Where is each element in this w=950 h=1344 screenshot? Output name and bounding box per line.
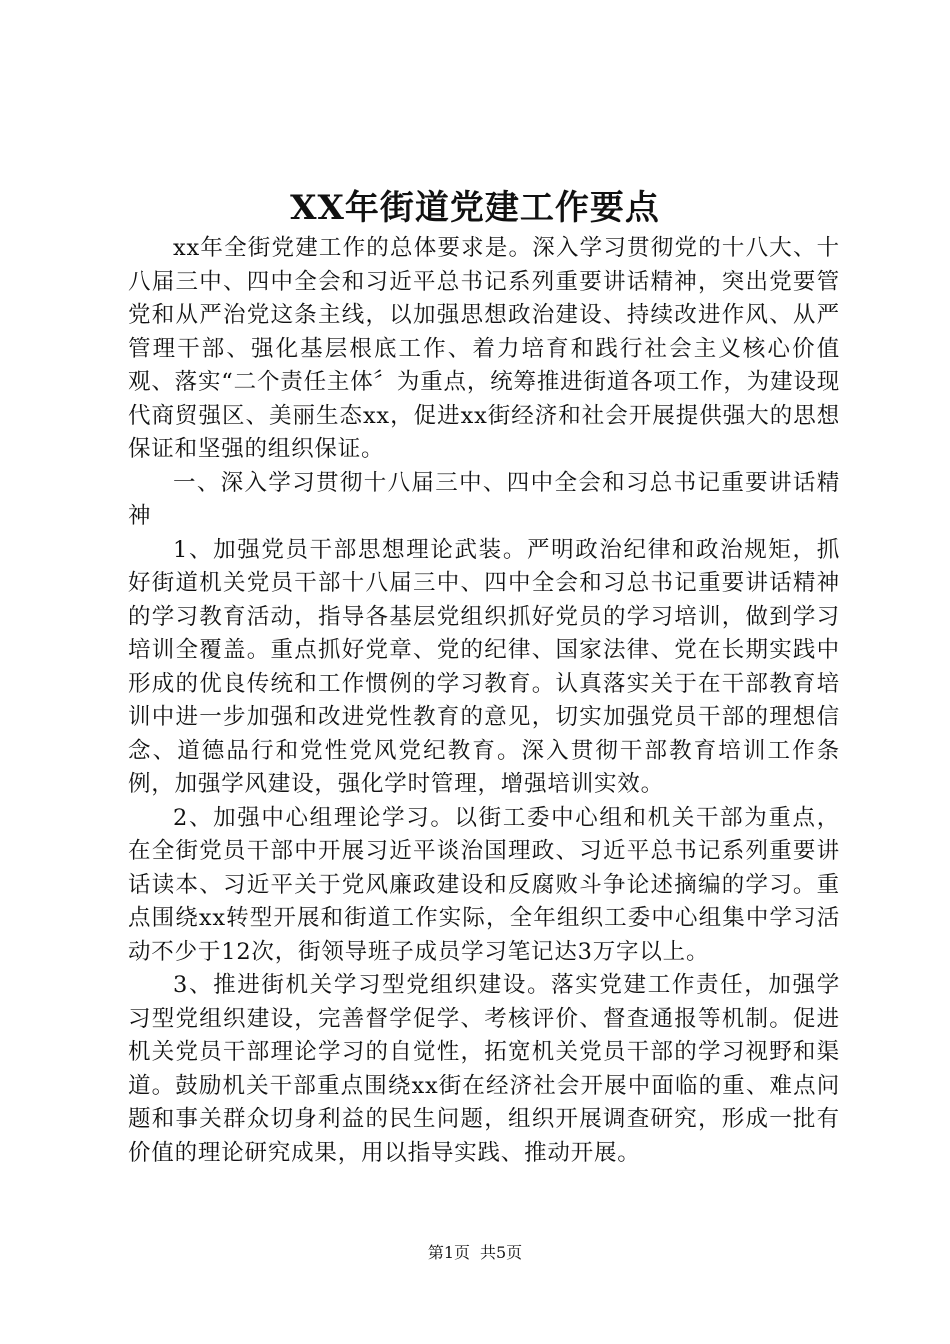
paragraph-overview: xx年全街党建工作的总体要求是。深入学习贯彻党的十八大、十八届三中、四中全会和习近平总书记系列重要讲话精神，突出党要管党和从严治党这条主线，以加强思想政治建设、持续改进作风、从严管理干部、强化基层根底工作、着力培育和践行社会主义核心价值观、落实“二个责任主体〞为重点，统筹推进街道各项工作，为建设现代商贸强区、美丽生态xx，促进xx街经济和社会开展提供强大的思想保证和坚强的组织保证。 [128, 235, 840, 462]
section-heading-1: 一、深入学习贯彻十八届三中、四中全会和习总书记重要讲话精神 [128, 469, 840, 529]
page-footer [0, 1242, 950, 1264]
paragraph-item-2: 2、加强中心组理论学习。以街工委中心组和机关干部为重点，在全街党员干部中开展习近平谈治国理政、习近平总书记系列重要讲话读本、习近平关于党风廉政建设和反腐败斗争论述摘编的学习。重点围绕xx转型开展和街道工作实际，全年组织工委中心组集中学习活动不少于12次，街领导班子成员学习笔记达3万字以上。 [128, 804, 840, 965]
document-title: XX年街道党建工作要点 [290, 188, 660, 228]
paragraph-item-1: 1、加强党员干部思想理论武装。严明政治纪律和政治规矩，抓好街道机关党员干部十八届三中、四中全会和习总书记重要讲话精神的学习教育活动，指导各基层党组织抓好党员的学习培训，做到学习培训全覆盖。重点抓好党章、党的纪律、国家法律、党在长期实践中形成的优良传统和工作惯例的学习教育。认真落实关于在干部教育培训中进一步加强和改进党性教育的意见，切实加强党员干部的理想信念、道德品行和党性党风党纪教育。深入贯彻干部教育培训工作条例，加强学风建设，强化学时管理，增强培训实效。 [128, 536, 840, 797]
document-body [128, 232, 840, 1170]
page-number-total: 共5页 [480, 1243, 523, 1262]
page-number-current: 第1页 [427, 1243, 470, 1262]
paragraph-item-3: 3、推进街机关学习型党组织建设。落实党建工作责任，加强学习型党组织建设，完善督学促学、考核评价、督查通报等机制。促进机关党员干部理论学习的自觉性，拓宽机关党员干部的学习视野和渠道。鼓励机关干部重点围绕xx街在经济社会开展中面临的重、难点问题和事关群众切身利益的民生问题，组织开展调查研究，形成一批有价值的理论研究成果，用以指导实践、推动开展。 [128, 972, 840, 1166]
